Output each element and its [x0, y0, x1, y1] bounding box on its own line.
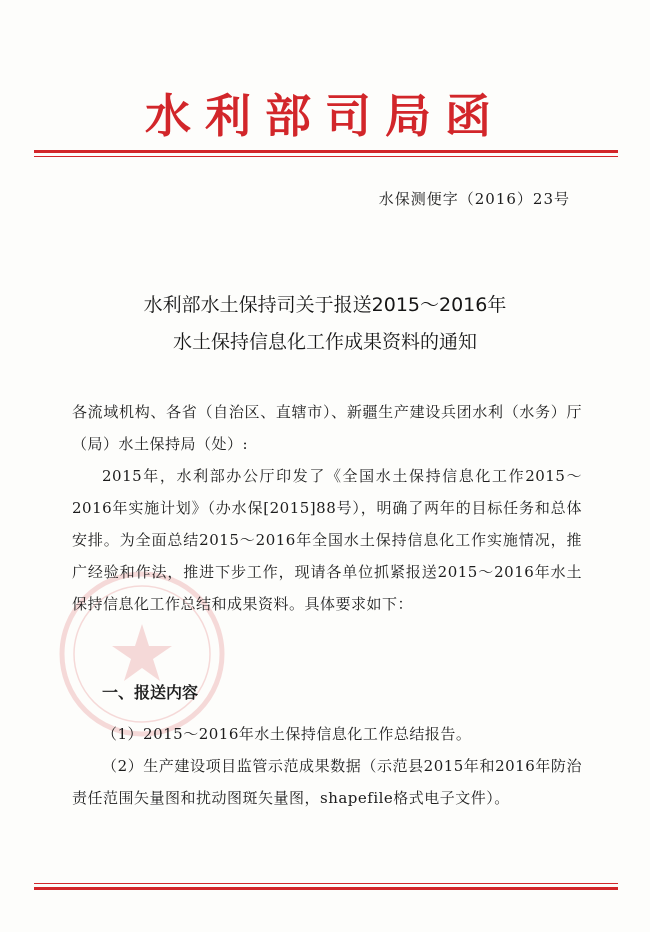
salutation: 各流域机构、各省（自治区、直辖市）、新疆生产建设兵团水利（水务）厅（局）水土保持局（处）:	[72, 403, 582, 453]
list-item: （1）2015～2016年水土保持信息化工作总结报告。	[102, 725, 472, 743]
document-title-line1: 水利部水土保持司关于报送2015～2016年	[143, 294, 507, 316]
letterhead-title: 水利部司局函	[145, 89, 505, 143]
list-item: （2）生产建设项目监管示范成果数据（示范县2015年和2016年防治责任范围矢量图和扰动图斑矢量图，shapefile格式电子文件）。	[72, 757, 582, 807]
footer-rule-thick	[34, 887, 618, 890]
section-heading: 一、报送内容	[102, 683, 199, 702]
document-title-line2: 水土保持信息化工作成果资料的通知	[172, 331, 477, 353]
letterhead-rule-thin	[34, 156, 618, 157]
letterhead-rule-thick	[34, 150, 618, 153]
body-paragraph: 2015年，水利部办公厅印发了《全国水土保持信息化工作2015～2016年实施计划》（办水保[2015]88号），明确了两年的目标任务和总体安排。为全面总结2015～2016年全国水土保持信息化工作实施情况，推广经验和作法，推进下步工作，现请各单位抓紧报送2015～2016年水土保持信息化工作总结和成果资料。具体要求如下：	[72, 467, 582, 613]
document-number: 水保测便字（2016）23号	[378, 190, 570, 208]
footer-rule-thin	[34, 883, 618, 884]
